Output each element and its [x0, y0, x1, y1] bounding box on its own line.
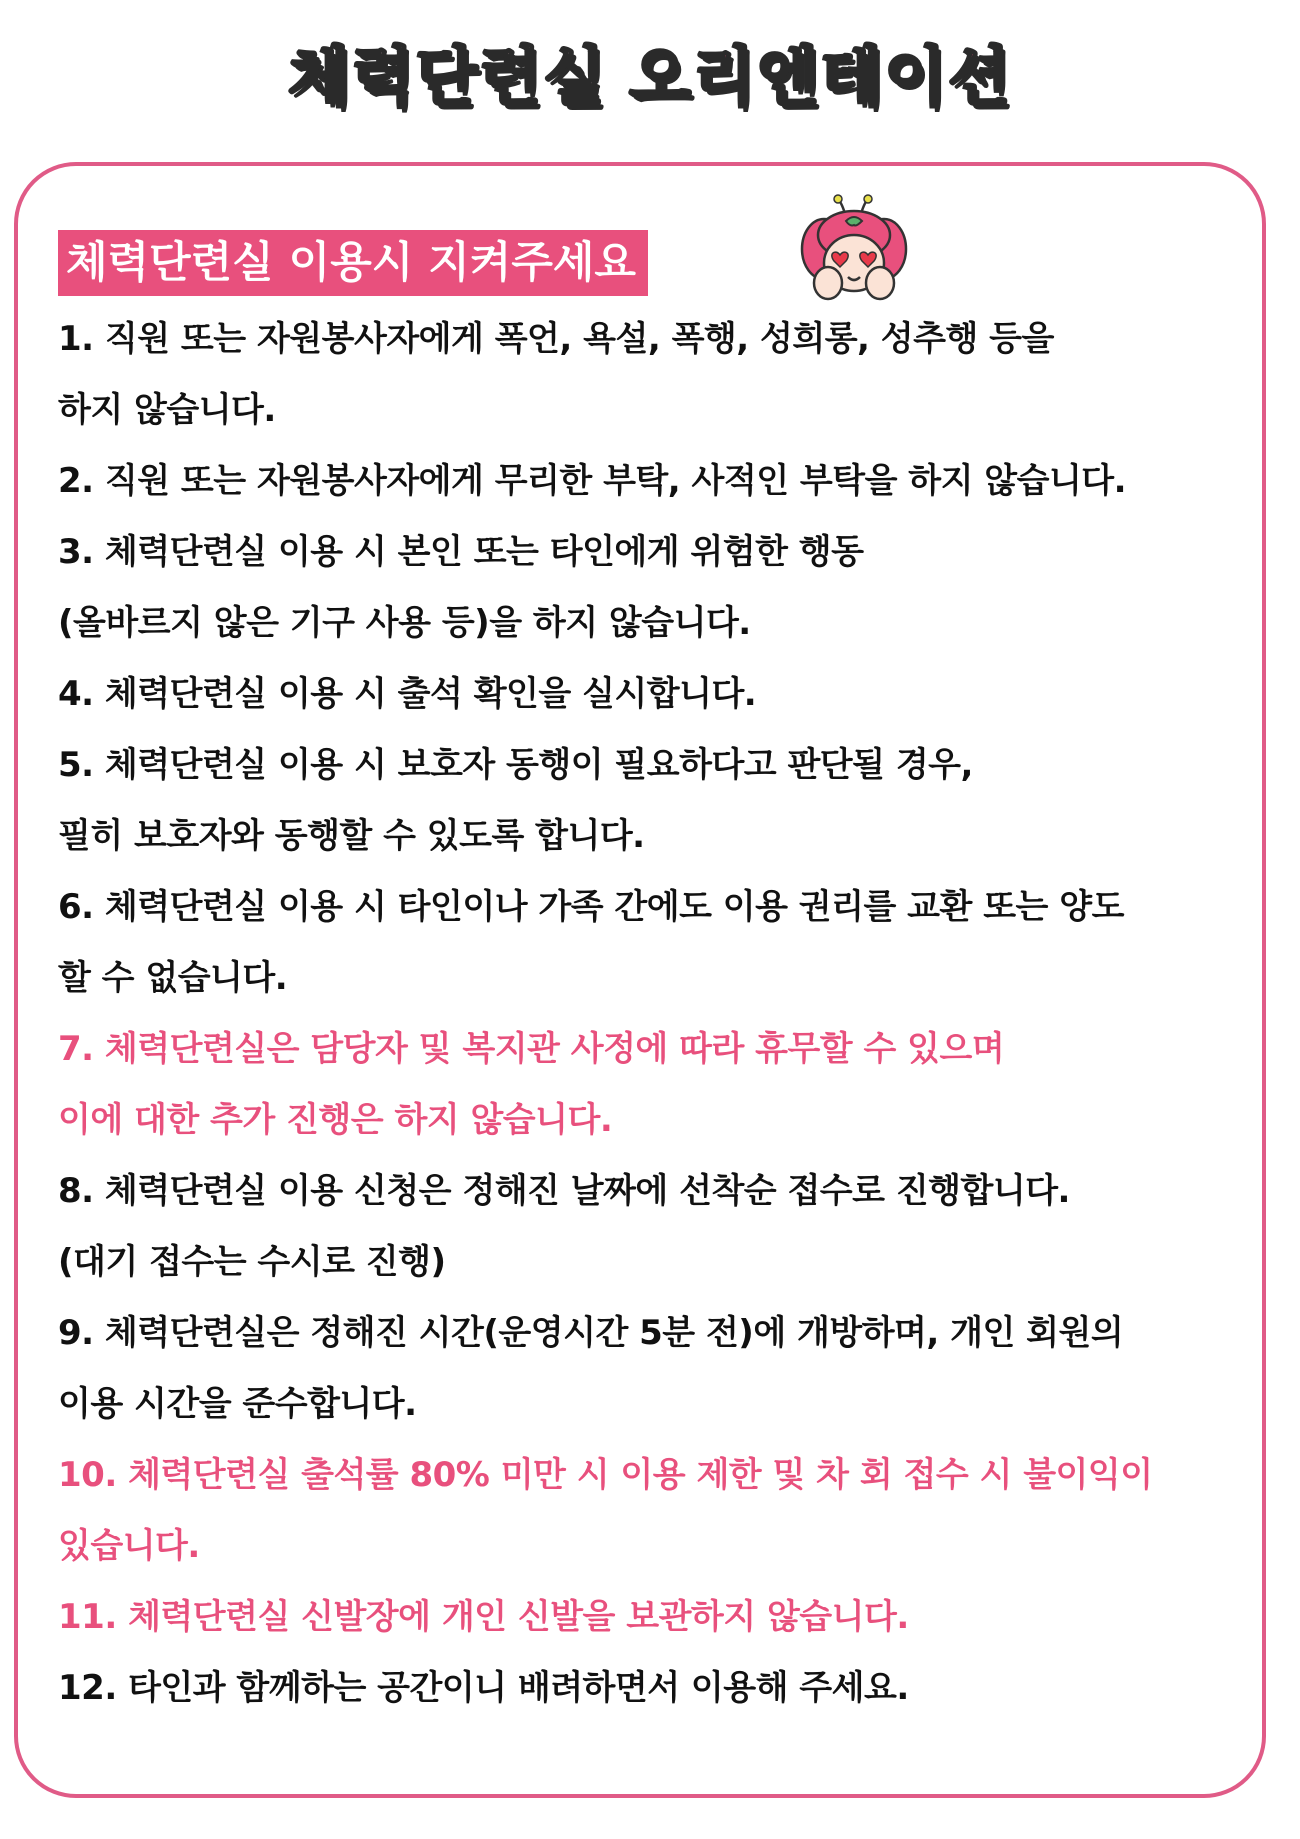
page-title-part-1: 체력단련실: [287, 41, 608, 115]
rule-line: 6. 체력단련실 이용 시 타인이나 가족 간에도 이용 권리를 교환 또는 양도: [58, 887, 1124, 927]
rules-list: [58, 304, 1258, 1724]
section-header: 체력단련실 이용시 지켜주세요: [58, 230, 648, 296]
page-title-part-2: 오리엔테이션: [629, 41, 1013, 115]
rule-line: 하지 않습니다.: [58, 390, 276, 430]
rule-line: 2. 직원 또는 자원봉사자에게 무리한 부탁, 사적인 부탁을 하지 않습니다.: [58, 461, 1127, 501]
rule-line-highlight: 11. 체력단련실 신발장에 개인 신발을 보관하지 않습니다.: [58, 1597, 909, 1637]
rule-line-highlight: 이에 대한 추가 진행은 하지 않습니다.: [58, 1100, 613, 1140]
rule-line: 12. 타인과 함께하는 공간이니 배려하면서 이용해 주세요.: [58, 1668, 909, 1708]
rule-line: (올바르지 않은 기구 사용 등)을 하지 않습니다.: [58, 603, 751, 643]
rule-line: (대기 접수는 수시로 진행): [58, 1242, 446, 1282]
rule-line: 1. 직원 또는 자원봉사자에게 폭언, 욕설, 폭행, 성희롱, 성추행 등을: [58, 319, 1054, 359]
rule-line-highlight: 7. 체력단련실은 담당자 및 복지관 사정에 따라 휴무할 수 있으며: [58, 1029, 1005, 1069]
rule-line: 필히 보호자와 동행할 수 있도록 합니다.: [58, 816, 645, 856]
rule-line: 8. 체력단련실 이용 신청은 정해진 날짜에 선착순 접수로 진행합니다.: [58, 1171, 1070, 1211]
rule-line: 이용 시간을 준수합니다.: [58, 1384, 417, 1424]
rule-line: 3. 체력단련실 이용 시 본인 또는 타인에게 위험한 행동: [58, 532, 864, 572]
pink-heart-eyes-character-icon: [798, 191, 910, 309]
rule-line: 할 수 없습니다.: [58, 958, 288, 998]
page-title: [0, 28, 1300, 128]
rule-line-highlight: 있습니다.: [58, 1526, 200, 1566]
rule-line-highlight: 10. 체력단련실 출석률 80% 미만 시 이용 제한 및 차 회 접수 시 불이익이: [58, 1455, 1153, 1495]
rule-line: 5. 체력단련실 이용 시 보호자 동행이 필요하다고 판단될 경우,: [58, 745, 973, 785]
rule-line: 4. 체력단련실 이용 시 출석 확인을 실시합니다.: [58, 674, 757, 714]
rule-line: 9. 체력단련실은 정해진 시간(운영시간 5분 전)에 개방하며, 개인 회원의: [58, 1313, 1124, 1353]
rules-card: [14, 162, 1266, 1798]
